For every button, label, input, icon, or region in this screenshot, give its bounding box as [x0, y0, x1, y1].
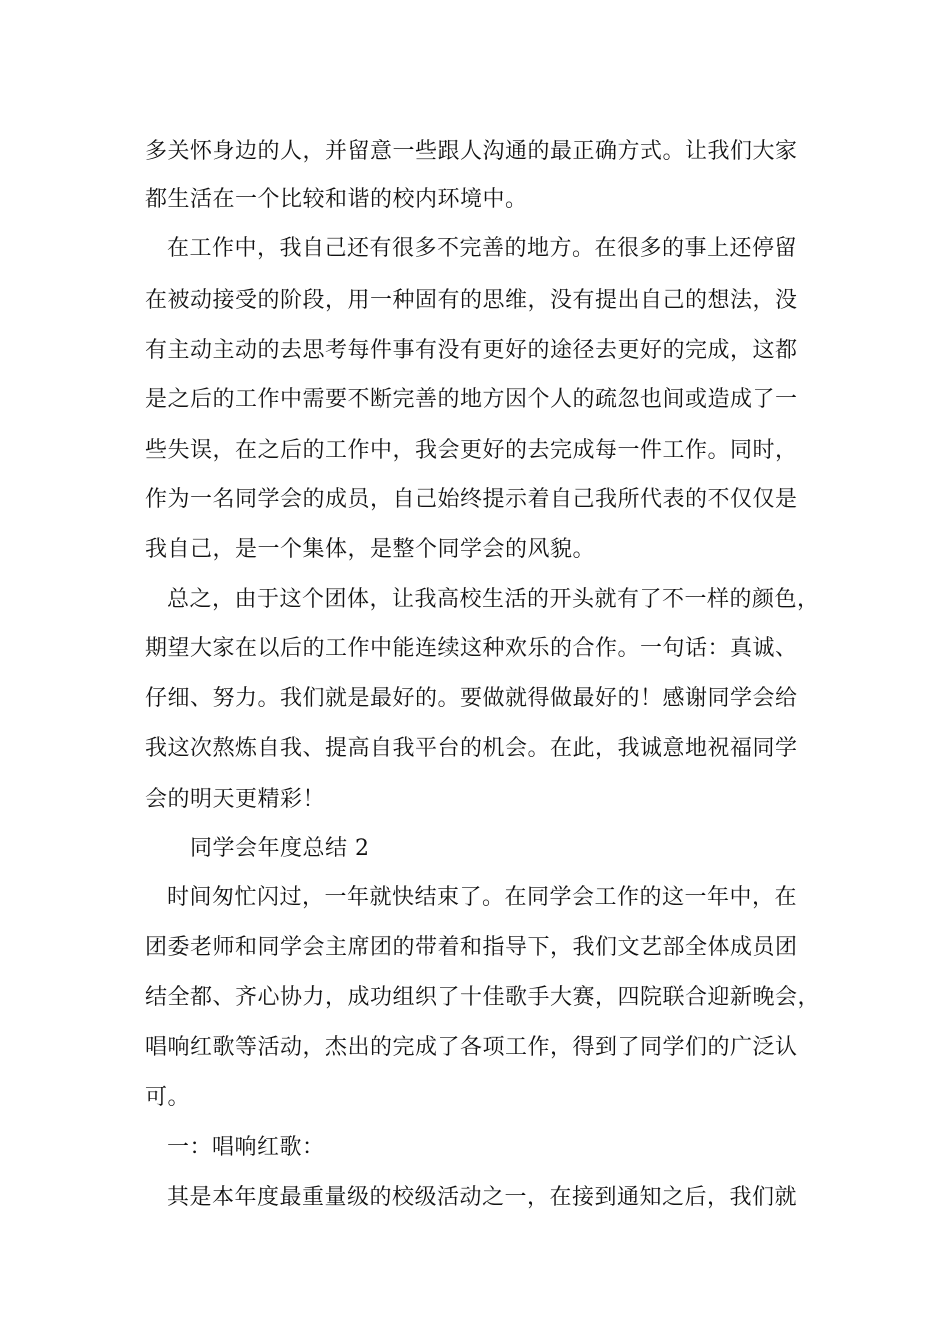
paragraph-line: 总之，由于这个团体，让我高校生活的开头就有了不一样的颜色， [167, 587, 820, 612]
paragraph-line: 是之后的工作中需要不断完善的地方因个人的疏忽也间或造成了一 [145, 387, 798, 412]
paragraph-line: 可。 [145, 1085, 191, 1110]
paragraph-line: 会的明天更精彩！ [145, 787, 326, 812]
section-heading: 同学会年度总结 2 [190, 836, 370, 861]
paragraph-line: 时间匆忙闪过，一年就快结束了。在同学会工作的这一年中，在 [167, 885, 798, 910]
paragraph-line: 其是本年度最重量级的校级活动之一，在接到通知之后，我们就 [167, 1185, 798, 1210]
paragraph-line: 都生活在一个比较和谐的校内环境中。 [145, 187, 528, 212]
paragraph-line: 仔细、努力。我们就是最好的。要做就得做最好的！感谢同学会给 [145, 686, 798, 711]
paragraph-line: 结全都、齐心协力，成功组织了十佳歌手大赛，四院联合迎新晚会， [145, 985, 821, 1010]
paragraph-line: 有主动主动的去思考每件事有没有更好的途径去更好的完成，这都 [145, 338, 798, 363]
paragraph-line: 期望大家在以后的工作中能连续这种欢乐的合作。一句话：真诚、 [145, 636, 798, 661]
paragraph-line: 唱响红歌等活动，杰出的完成了各项工作，得到了同学们的广泛认 [145, 1035, 798, 1060]
paragraph-line: 作为一名同学会的成员，自己始终提示着自己我所代表的不仅仅是 [145, 487, 798, 512]
paragraph-line: 团委老师和同学会主席团的带着和指导下，我们文艺部全体成员团 [145, 935, 798, 960]
paragraph-line: 我这次熬炼自我、提高自我平台的机会。在此，我诚意地祝福同学 [145, 736, 798, 761]
paragraph-line: 在工作中，我自己还有很多不完善的地方。在很多的事上还停留 [167, 236, 798, 261]
paragraph-line: 在被动接受的阶段，用一种固有的思维，没有提出自己的想法，没 [145, 288, 798, 313]
paragraph-line: 我自己，是一个集体，是整个同学会的风貌。 [145, 537, 596, 562]
subsection-heading: 一：唱响红歌： [167, 1135, 325, 1160]
paragraph-line: 些失误，在之后的工作中，我会更好的去完成每一件工作。同时， [145, 438, 798, 463]
paragraph-line: 多关怀身边的人，并留意一些跟人沟通的最正确方式。让我们大家 [145, 139, 798, 164]
